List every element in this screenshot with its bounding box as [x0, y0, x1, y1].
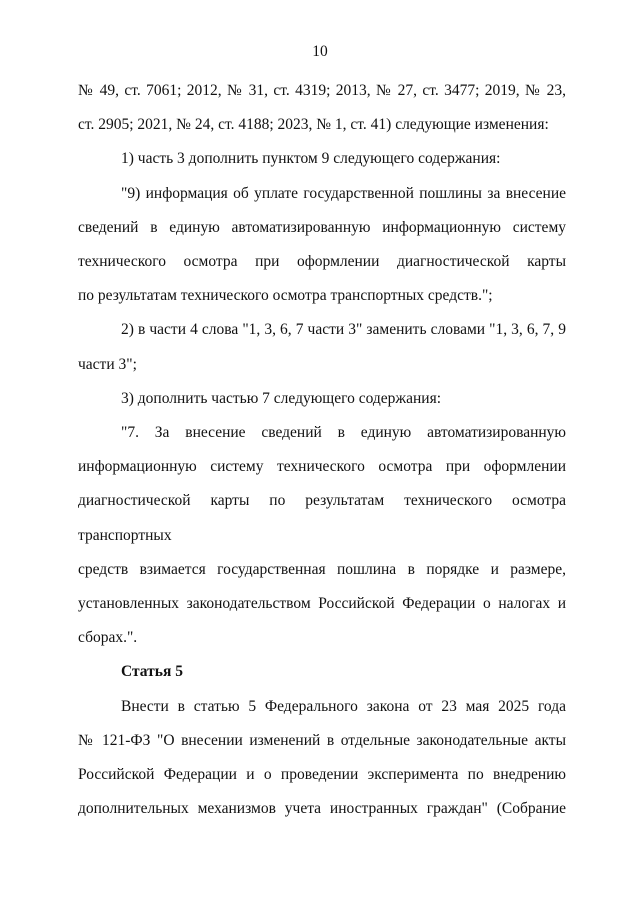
- quote-line: "9) информация об уплате государственной пошлины за внесение: [121, 184, 566, 202]
- quote-line: сборах.".: [78, 629, 138, 647]
- page-number: 10: [312, 43, 328, 60]
- list-item: 1) часть 3 дополнить пунктом 9 следующего содержания:: [121, 150, 501, 168]
- quote-line: диагностической карты по результатам технического осмотра транспортных: [78, 492, 566, 544]
- list-item: 2) в части 4 слова "1, 3, 6, 7 части 3" заменить словами "1, 3, 6, 7, 9: [121, 321, 566, 339]
- quote-line: информационную систему технического осмотра при оформлении: [78, 458, 566, 476]
- text-line: части 3";: [78, 355, 137, 373]
- quote-line: "7. За внесение сведений в единую автоматизированную: [121, 424, 566, 442]
- quote-line: технического осмотра при оформлении диагностической карты: [78, 253, 566, 271]
- quote-line: средств взимается государственная пошлина в порядке и размере,: [78, 560, 566, 578]
- quote-line: сведений в единую автоматизированную информационную систему: [78, 218, 566, 236]
- article-heading: Статья 5: [121, 663, 183, 681]
- text-line: № 121-ФЗ "О внесении изменений в отдельные законодательные акты: [78, 731, 566, 749]
- text-line: № 49, ст. 7061; 2012, № 31, ст. 4319; 2013, № 27, ст. 3477; 2019, № 23,: [78, 82, 566, 99]
- quote-line: по результатам технического осмотра транспортных средств.";: [78, 287, 493, 305]
- text-line: ст. 2905; 2021, № 24, ст. 4188; 2023, № 1, ст. 41) следующие изменения:: [78, 116, 549, 134]
- text-line: дополнительных механизмов учета иностранных граждан" (Собрание: [78, 800, 566, 818]
- text-line: Внести в статью 5 Федерального закона от 23 мая 2025 года: [121, 697, 566, 715]
- document-body: [78, 74, 566, 826]
- list-item: 3) дополнить частью 7 следующего содержания:: [121, 389, 442, 407]
- text-line: Российской Федерации и о проведении эксперимента по внедрению: [78, 766, 566, 784]
- quote-line: установленных законодательством Российской Федерации о налогах и: [78, 595, 566, 613]
